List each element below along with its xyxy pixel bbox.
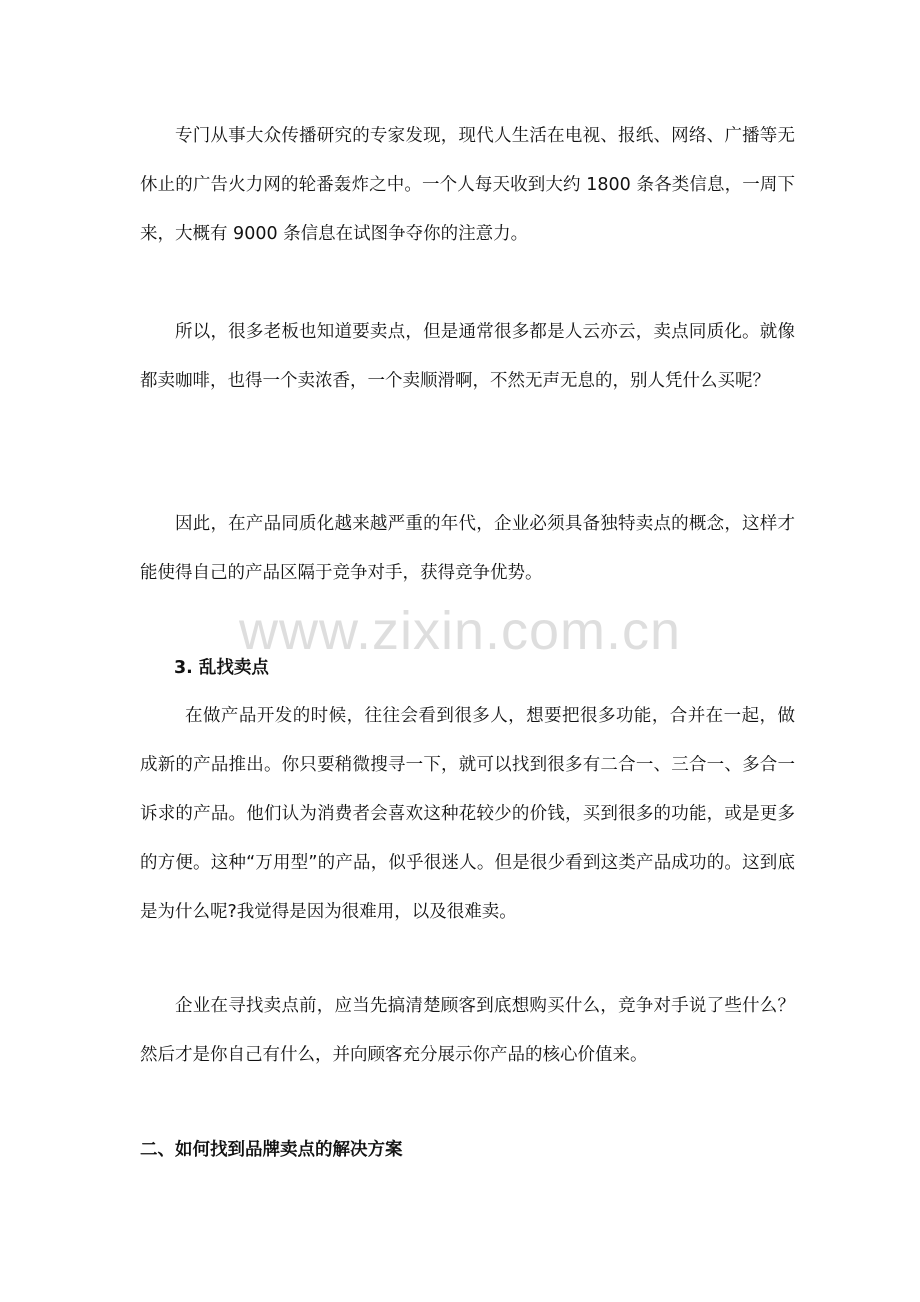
section-heading-random-selling-points: 3. 乱找卖点 <box>174 658 269 678</box>
paragraph-selling-point-homogenization: 所以，很多老板也知道要卖点，但是通常很多都是人云亦云，卖点同质化。就像都卖咖啡，也得一个卖浓香，一个卖顺滑啊，不然无声无息的，别人凭什么买呢？ <box>140 322 795 391</box>
watermark: www.zixin.com.cn <box>238 601 682 661</box>
paragraph-find-selling-points: 企业在寻找卖点前，应当先搞清楚顾客到底想购买什么，竞争对手说了些什么？然后才是你自己有什么，并向顾客充分展示你产品的核心价值来。 <box>140 996 795 1065</box>
paragraph-media-research: 专门从事大众传播研究的专家发现，现代人生活在电视、报纸、网络、广播等无休止的广告火力网的轮番轰炸之中。一个人每天收到大约 1800 条各类信息，一周下来，大概有 9000 条信息在试图争夺你的注意力。 <box>140 126 795 244</box>
section-heading-solutions: 二、如何找到品牌卖点的解决方案 <box>140 1140 403 1160</box>
paragraph-unique-selling-point: 因此，在产品同质化越来越严重的年代，企业必须具备独特卖点的概念，这样才能使得自己的产品区隔于竞争对手，获得竞争优势。 <box>140 514 795 583</box>
paragraph-multi-function-products: 在做产品开发的时候，往往会看到很多人，想要把很多功能，合并在一起，做成新的产品推出。你只要稍微搜寻一下，就可以找到很多有二合一、三合一、多合一诉求的产品。他们认为消费者会喜欢这种花较少的价钱，买到很多的功能，或是更多的方便。这种“万用型”的产品，似乎很迷人。但是很少看到这类产品成功的。这到底是为什么呢?我觉得是因为很难用，以及很难卖。 <box>140 706 795 922</box>
